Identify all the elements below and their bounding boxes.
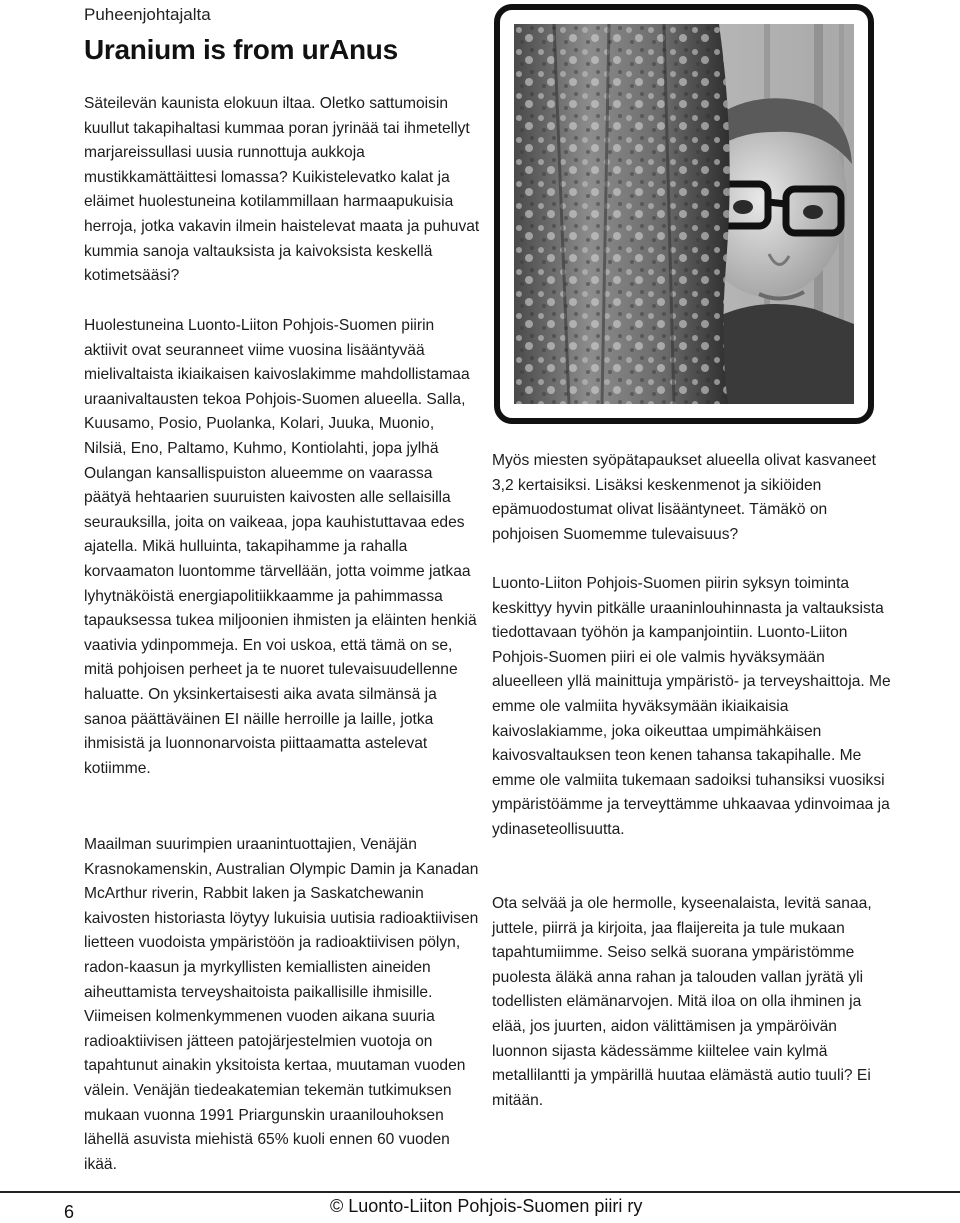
- left-paragraph-3: Maailman suurimpien uraanintuottajien, Venäjän Krasnokamenskin, Australian Olympic Damin ja Kanadan McArthur riverin, Rabbit laken ja Saskatchewanin kaivosten historiasta löytyy lukuisia uutisia radioaktiivisen lietteen vuodoista ympäristöön ja radioaktiivisen pölyn, radon-kaasun ja myrkyllisten kemiallisten aineiden aiheuttamista terveyshaitoista paikallisille ihmisille. Viimeisen kolmenkymmenen vuoden aikana suuria radioaktiivisen jätteen patojärjestelmien vuotoja on tapahtunut ainakin yksitoista kertaa, muutaman vuoden välein. Venäjän tiedeakatemian tekemän tutkimuksen mukaan vuonna 1991 Priargunskin uraanilouhoksen lähellä asuvista miehistä 65% kuoli ennen 60 vuoden ikää.: [84, 836, 479, 1173]
- article-title: Uranium is from urAnus: [84, 34, 398, 65]
- photo-frame: [494, 4, 874, 424]
- footer-divider: [0, 1191, 960, 1193]
- right-paragraph-3: Ota selvää ja ole hermolle, kyseenalaista, levitä sanaa, juttele, piirrä ja kirjoita, jaa flaijereita ja tule mukaan tapahtumiimme. Seiso selkä suorana ympäristömme puolesta äläkä anna rahan ja talouden vallan jyrätä yli todellisten elämänarvojen. Mitä iloa on olla ihminen ja elää, jos juurten, aidon välittämisen ja ympäröivän luonnon sijasta kädessämme kiiltelee vain kylmä metallilantti ja ympärillä huutaa elämästä autio tuuli? Ei mitään.: [492, 895, 872, 1109]
- section-label: Puheenjohtajalta: [84, 5, 211, 24]
- right-paragraph-1: Myös miesten syöpätapaukset alueella olivat kasvaneet 3,2 kertaisiksi. Lisäksi keskenmenot ja sikiöiden epämuodostumat olivat lisääntyneet. Tämäkö on pohjoisen Suomemme tulevaisuus?: [492, 452, 876, 543]
- left-paragraph-1: Säteilevän kaunista elokuun iltaa. Oletko sattumoisin kuullut takapihaltasi kummaa poran jyrinää tai ihmetellyt marjareissullasi uusia runnottuja aukkoja mustikkamättäittesi lomassa? Kuikistelevatko kalat ja eläimet huolestuneina kotilammillaan harmaapukuisia herroja, jotka vakavin ilmein haistelevat maata ja puhuvat kummia sanoja valtauksista ja kaivoksista keskellä kotimetsääsi?: [84, 95, 480, 285]
- tree-trunk: [514, 24, 730, 404]
- right-paragraph-2: Luonto-Liiton Pohjois-Suomen piirin syksyn toiminta keskittyy hyvin pitkälle uraaninlouhinnasta ja valtauksista tiedottavaan työhön ja kampanjointiin. Luonto-Liiton Pohjois-Suomen piiri ei ole valmis hyväksymään alueelleen yllä mainittuja ympäristö- ja terveyshaittoja. Me emme ole valmiita hyväksymään ikiaikaisia kaivoslakiamme, joka oikeuttaa umpimähkäisen kaivosvaltauksen teon kenen tahansa takapihalle. Me emme ole valmiita tukemaan sadoiksi tuhansiksi vuosiksi ympäristöämme ja terveyttämme uhkaavaa ydinvoimaa ja ydinaseteollisuutta.: [492, 575, 891, 838]
- copyright-notice: © Luonto-Liiton Pohjois-Suomen piiri ry: [330, 1196, 643, 1216]
- left-paragraph-2: Huolestuneina Luonto-Liiton Pohjois-Suomen piirin aktiivit ovat seuranneet viime vuosina lisääntyvää mielivaltaista ikiaikaisen kaivoslakimme mahdollistamaa uraanivaltausten tekoa Pohjois-Suomen alueella. Salla, Kuusamo, Posio, Puolanka, Kolari, Juuka, Muonio, Nilsiä, Eno, Paltamo, Kuhmo, Kontiolahti, jopa jylhä Oulangan kansallispuiston alueemme on vaarassa päätyä hehtaarien suuruisten kaivosten alle sellaisilla seurauksilla, joita on vaikeaa, jopa kauhistuttavaa edes ajatella. Mikä hulluinta, takapihamme ja rahalla korvaamaton luontomme tärvellään, jotta voimme jatkaa lyhytnäköistä energiapolitiikkaamme ja pahimmassa tapauksessa tukea miljoonien ihmisten ja eläinten henkiä vaativia ydinpommeja. En voi uskoa, että tämä on se, mitä pohjoisen perheet ja te nuoret tulevaisuudellenne haluatte. On yksinkertaisesti aika avata silmänsä ja sanoa päättäväinen EI näille herroille ja laille, jotka ihmisistä ja luonnonarvoista piittaamatta astelevat kotiimme.: [84, 317, 477, 777]
- portrait-photo: [514, 24, 854, 404]
- page-number: 6: [64, 1202, 75, 1222]
